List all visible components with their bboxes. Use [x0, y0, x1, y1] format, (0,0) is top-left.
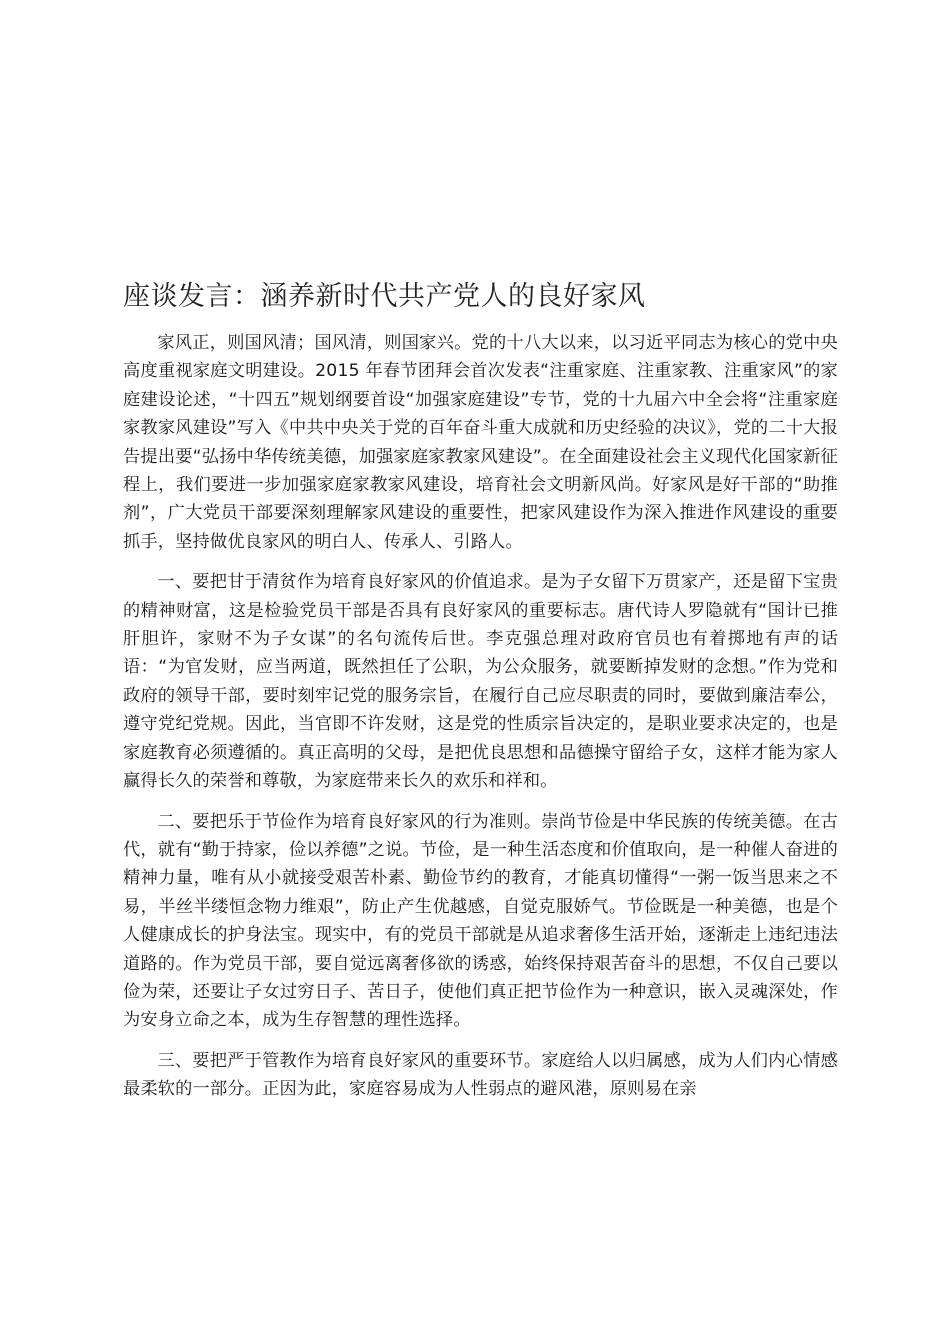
document-body	[123, 329, 838, 1104]
paragraph-point-three: 三、要把严于管教作为培育良好家风的重要环节。家庭给人以归属感，成为人们内心情感最柔软的一部分。正因为此，家庭容易成为人性弱点的避风港，原则易在亲	[123, 1050, 838, 1100]
document-title: 座谈发言：涵养新时代共产党人的良好家风	[123, 281, 646, 312]
paragraph-point-one: 一、要把甘于清贫作为培育良好家风的价值追求。是为子女留下万贯家产，还是留下宝贵的精神财富，这是检验党员干部是否具有良好家风的重要标志。唐代诗人罗隐就有“国计已推肝胆许，家财不为子女谋”的名句流传后世。李克强总理对政府官员也有着掷地有声的话语：“为官发财，应当两道，既然担任了公职，为公众服务，就要断掉发财的念想。”作为党和政府的领导干部，要时刻牢记党的服务宗旨，在履行自己应尽职责的同时，要做到廉洁奉公，遵守党纪党规。因此，当官即不许发财，这是党的性质宗旨决定的，是职业要求决定的，也是家庭教育必须遵循的。真正高明的父母，是把优良思想和品德操守留给子女，这样才能为家人赢得长久的荣誉和尊敬，为家庭带来长久的欢乐和祥和。	[123, 572, 838, 792]
paragraph-point-two: 二、要把乐于节俭作为培育良好家风的行为准则。崇尚节俭是中华民族的传统美德。在古代，就有“勤于持家，俭以养德”之说。节俭，是一种生活态度和价值取向，是一种催人奋进的精神力量，唯有从小就接受艰苦朴素、勤俭节约的教育，才能真切懂得“一粥一饭当思来之不易，半丝半缕恒念物力维艰”，防止产生优越感，自觉克服娇气。节俭既是一种美德，也是个人健康成长的护身法宝。现实中，有的党员干部就是从追求奢侈生活开始，逐渐走上违纪违法道路的。作为党员干部，要自觉远离奢侈欲的诱惑，始终保持艰苦奋斗的思想，不仅自己要以俭为荣，还要让子女过穷日子、苦日子，使他们真正把节俭作为一种意识，嵌入灵魂深处，作为安身立命之本，成为生存智慧的理性选择。	[123, 811, 838, 1031]
document-page	[123, 277, 838, 1116]
paragraph-intro: 家风正，则国风清；国风清，则国家兴。党的十八大以来，以习近平同志为核心的党中央高度重视家庭文明建设。2015 年春节团拜会首次发表“注重家庭、注重家教、注重家风”的家庭建设论述，“十四五”规划纲要首设“加强家庭建设”专节，党的十九届六中全会将“注重家庭家教家风建设”写入《中共中央关于党的百年奋斗重大成就和历史经验的决议》，党的二十大报告提出要“弘扬中华传统美德，加强家庭家教家风建设”。在全面建设社会主义现代化国家新征程上，我们要进一步加强家庭家教家风建设，培育社会文明新风尚。好家风是好干部的“助推剂”，广大党员干部要深刻理解家风建设的重要性，把家风建设作为深入推进作风建设的重要抓手，坚持做优良家风的明白人、传承人、引路人。	[123, 333, 838, 552]
